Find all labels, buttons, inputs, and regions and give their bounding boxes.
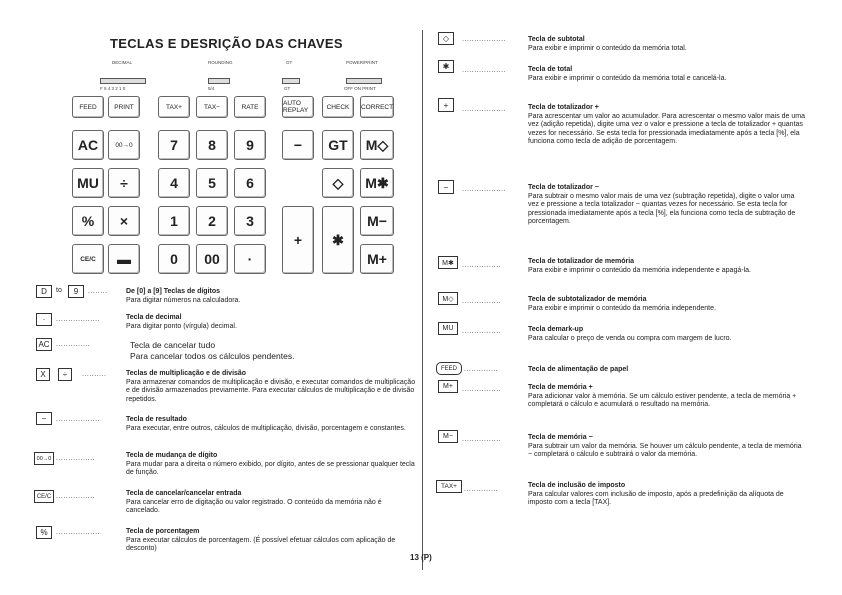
percent-icon: %: [36, 526, 52, 539]
entry-text: Para mudar para a direita o número exibido, por dígito, antes de se pressionar qualquer tecla de função.: [126, 460, 415, 477]
power-switch-label: POWER/PRINT: [346, 60, 378, 65]
entry-heading: Tecla de cancelar tudo: [130, 340, 216, 350]
entry-memory-plus: [528, 384, 806, 410]
percent-key[interactable]: %: [72, 206, 104, 236]
power-scale: OFF ON PRINT: [344, 86, 376, 91]
tax-plus-key[interactable]: TAX+: [158, 96, 190, 118]
digit-9-icon: 9: [68, 285, 84, 298]
sign-key[interactable]: ▬: [108, 244, 140, 274]
entry-mark-up: [528, 326, 806, 343]
column-divider: [422, 30, 423, 570]
tax-plus-icon: TAX+: [436, 480, 462, 493]
entry-shift: [126, 452, 416, 478]
feed-icon: FEED: [436, 362, 462, 375]
feed-key[interactable]: FEED: [72, 96, 104, 118]
divide-key[interactable]: ÷: [108, 168, 140, 198]
leader-dots: ..................: [462, 186, 507, 193]
divide-icon: ÷: [58, 368, 72, 381]
leader-dots: ..................: [462, 67, 507, 74]
shift-icon: 00→0: [34, 452, 54, 465]
entry-tax-plus: [528, 482, 806, 508]
entry-heading: Tecla de total: [528, 66, 573, 73]
entry-text: Para exibir e imprimir o conteúdo da memória total e cancelá-la.: [528, 74, 727, 82]
total-key[interactable]: ✱: [322, 206, 354, 274]
key-0[interactable]: 0: [158, 244, 190, 274]
leader-dots: ................: [462, 298, 502, 305]
memory-minus-icon: M−: [438, 430, 458, 443]
correct-key[interactable]: CORRECT: [360, 96, 394, 118]
leader-dots: ................: [462, 436, 502, 443]
decimal-key[interactable]: ·: [234, 244, 266, 274]
entry-memory-total: [528, 258, 806, 275]
gt-switch[interactable]: [282, 78, 300, 84]
leader-dots: ................: [462, 328, 502, 335]
decimal-scale: F 5 4 3 2 1 0: [100, 86, 126, 91]
leader-dots: ................: [56, 493, 96, 500]
entry-result: [126, 416, 416, 433]
entry-heading: Tecla demark-up: [528, 326, 584, 333]
leader-dots: ................: [462, 262, 502, 269]
entry-text: Para digitar ponto (vírgula) decimal.: [126, 322, 237, 330]
power-switch[interactable]: [346, 78, 382, 84]
total-icon: ✱: [438, 60, 454, 73]
rounding-switch-label: ROUNDING: [208, 60, 233, 65]
leader-dots: ..................: [56, 416, 101, 423]
memory-plus-icon: M+: [438, 380, 458, 393]
entry-totalizer-plus: [528, 104, 806, 147]
entry-total: [528, 66, 808, 83]
entry-heading: Tecla de resultado: [126, 416, 187, 423]
multiply-key[interactable]: ×: [108, 206, 140, 236]
entry-percent: [126, 528, 416, 554]
subtotal-key[interactable]: ◇: [322, 168, 354, 198]
entry-heading: Tecla de memória +: [528, 384, 593, 391]
entry-text: Para adicionar valor à memória. Se um cálculo estiver pendente, a tecla de memória + completará o cálculo e acumulará o resultado na memória.: [528, 392, 797, 409]
memory-total-icon: M✱: [438, 256, 458, 269]
entry-text: Para exibir e imprimir o conteúdo da memória independente.: [528, 304, 716, 312]
entry-heading: Tecla de inclusão de imposto: [528, 482, 626, 489]
entry-heading: Tecla de cancelar/cancelar entrada: [126, 490, 242, 497]
entry-text: Para acrescentar um valor ao acumulador. Para acrescentar o mesmo valor mais de uma vez (adição repetida), digite uma vez o valor e pressione a tecla de totalizador + quantas vezes for necessário. Se esta tecla for pressionada imediatamente após a tecla [%], ela funciona como tecla de adição de porcentagem.: [528, 112, 806, 146]
rate-key[interactable]: RATE: [234, 96, 266, 118]
ce-c-key[interactable]: CE/C: [72, 244, 104, 274]
entry-heading: Tecla de mudança de dígito: [126, 452, 218, 459]
entry-text: Para subtrair o mesmo valor mais de uma vez (subtração repetida), digite o valor uma vez e pressione a tecla totalizador − quantas vezes for necessário. Se esta tecla for pressionada imediatamente após a tecla [%], ela funciona como tecla de subtração de porcentagem.: [528, 192, 796, 226]
totalizer-minus-icon: −: [438, 180, 454, 194]
entry-text: Para subtrair um valor da memória. Se houver um cálculo pendente, a tecla de memória − completará o cálculo e subtrairá o valor da memória.: [528, 442, 802, 459]
entry-heading: Tecla de subtotal: [528, 36, 585, 43]
entry-heading: Teclas de multiplicação e de divisão: [126, 370, 247, 377]
decimal-switch-label: DECIMAL: [112, 60, 133, 65]
calculator-keyboard: [66, 96, 400, 278]
entry-text: Para armazenar comandos de multiplicação e divisão, e executar comandos de multiplicação e de divisão armazenados previamente. Para executar cálculos de multiplicação e de divisão repetidos.: [126, 378, 416, 403]
key-6[interactable]: 6: [234, 168, 266, 198]
entry-ac: [130, 340, 420, 362]
plus-key[interactable]: +: [282, 206, 314, 274]
entry-text: Para digitar números na calculadora.: [126, 296, 241, 304]
decimal-icon: ·: [36, 313, 52, 326]
ac-key[interactable]: AC: [72, 130, 104, 160]
entry-heading: Tecla de totalizador +: [528, 104, 599, 111]
entry-text: Para executar cálculos de porcentagem. (É possível efetuar cálculos com aplicação de desconto): [126, 536, 396, 553]
key-4[interactable]: 4: [158, 168, 190, 198]
memory-subtotal-icon: M◇: [438, 292, 458, 305]
key-9[interactable]: 9: [234, 130, 266, 160]
leader-dots: ..................: [462, 36, 507, 43]
m-plus-key[interactable]: M+: [360, 244, 394, 274]
entry-heading: Tecla de subtotalizador de memória: [528, 296, 647, 303]
key-3[interactable]: 3: [234, 206, 266, 236]
entry-text: Para executar, entre outros, cálculos de multiplicação, divisão, porcentagem e constantes.: [126, 424, 406, 432]
check-key[interactable]: CHECK: [322, 96, 354, 118]
leader-dots: ..........: [82, 371, 107, 378]
m-minus-key[interactable]: M−: [360, 206, 394, 236]
key-7[interactable]: 7: [158, 130, 190, 160]
leader-dots: ..............: [464, 366, 499, 373]
entry-multiply-divide: [126, 370, 416, 404]
print-key[interactable]: PRINT: [108, 96, 140, 118]
m-subtotal-key[interactable]: M◇: [360, 130, 394, 160]
entry-text: Para exibir e imprimir o conteúdo da memória independente e apagá-la.: [528, 266, 751, 274]
entry-heading: Tecla de totalizador −: [528, 184, 599, 191]
shift-key[interactable]: 00→0: [108, 130, 140, 160]
key-00[interactable]: 00: [196, 244, 228, 274]
leader-dots: ..............: [464, 486, 499, 493]
leader-dots: ..................: [462, 106, 507, 113]
entry-feed: [528, 366, 806, 375]
rounding-scale: 5/4: [208, 86, 215, 91]
entry-heading: Tecla de porcentagem: [126, 528, 200, 535]
leader-dots: ................: [462, 386, 502, 393]
key-8[interactable]: 8: [196, 130, 228, 160]
entry-text: Para calcular valores com inclusão de imposto, após a predefinição da alíquota de imposto com a tecla [TAX].: [528, 490, 784, 507]
entry-heading: De [0] a [9] Teclas de dígitos: [126, 288, 221, 295]
entry-subtotal: [528, 36, 808, 53]
entry-text: Para cancelar todos os cálculos pendentes.: [130, 351, 295, 361]
entry-heading: Tecla de decimal: [126, 314, 182, 321]
page-title: TECLAS E DESRIÇÃO DAS CHAVES: [110, 36, 343, 51]
multiply-icon: X: [36, 368, 50, 381]
leader-dots: ........: [88, 288, 108, 295]
entry-decimal: [126, 314, 416, 331]
entry-totalizer-minus: [528, 184, 806, 227]
tax-minus-key[interactable]: TAX−: [196, 96, 228, 118]
mu-key[interactable]: MU: [72, 168, 104, 198]
key-2[interactable]: 2: [196, 206, 228, 236]
m-total-key[interactable]: M✱: [360, 168, 394, 198]
entry-digit-keys: [126, 288, 416, 305]
minus-key[interactable]: −: [282, 130, 314, 160]
entry-heading: Tecla de memória −: [528, 434, 593, 441]
entry-text: Para calcular o preço de venda ou compra com margem de lucro.: [528, 334, 732, 342]
to-label: to: [56, 287, 62, 294]
gt-switch-label: GT: [286, 60, 293, 65]
entry-heading: Tecla de alimentação de papel: [528, 366, 629, 373]
entry-heading: Tecla de totalizador de memória: [528, 258, 635, 265]
equals-icon: −: [36, 412, 52, 425]
rounding-switch[interactable]: [208, 78, 230, 84]
leader-dots: ..................: [56, 316, 101, 323]
ce-c-icon: CE/C: [34, 490, 54, 503]
leader-dots: ..............: [56, 341, 91, 348]
digit-0-icon: D: [36, 285, 52, 298]
decimal-switch[interactable]: [100, 78, 146, 84]
leader-dots: ..................: [56, 529, 101, 536]
totalizer-plus-icon: +: [438, 98, 454, 112]
gt-key[interactable]: GT: [322, 130, 354, 160]
subtotal-icon: ◇: [438, 32, 454, 45]
entry-ce-c: [126, 490, 416, 516]
key-1[interactable]: 1: [158, 206, 190, 236]
entry-text: Para exibir e imprimir o conteúdo da memória total.: [528, 44, 687, 52]
entry-memory-minus: [528, 434, 806, 460]
key-5[interactable]: 5: [196, 168, 228, 198]
mark-up-icon: MU: [438, 322, 458, 335]
entry-memory-subtotal: [528, 296, 806, 313]
gt-scale: GT: [284, 86, 291, 91]
leader-dots: ................: [56, 455, 96, 462]
entry-text: Para cancelar erro de digitação ou valor registrado. O conteúdo da memória não é cancelado.: [126, 498, 382, 515]
auto-replay-key[interactable]: AUTO REPLAY: [282, 96, 314, 118]
ac-icon: AC: [36, 338, 52, 351]
page-number: 13 (P): [410, 553, 432, 562]
